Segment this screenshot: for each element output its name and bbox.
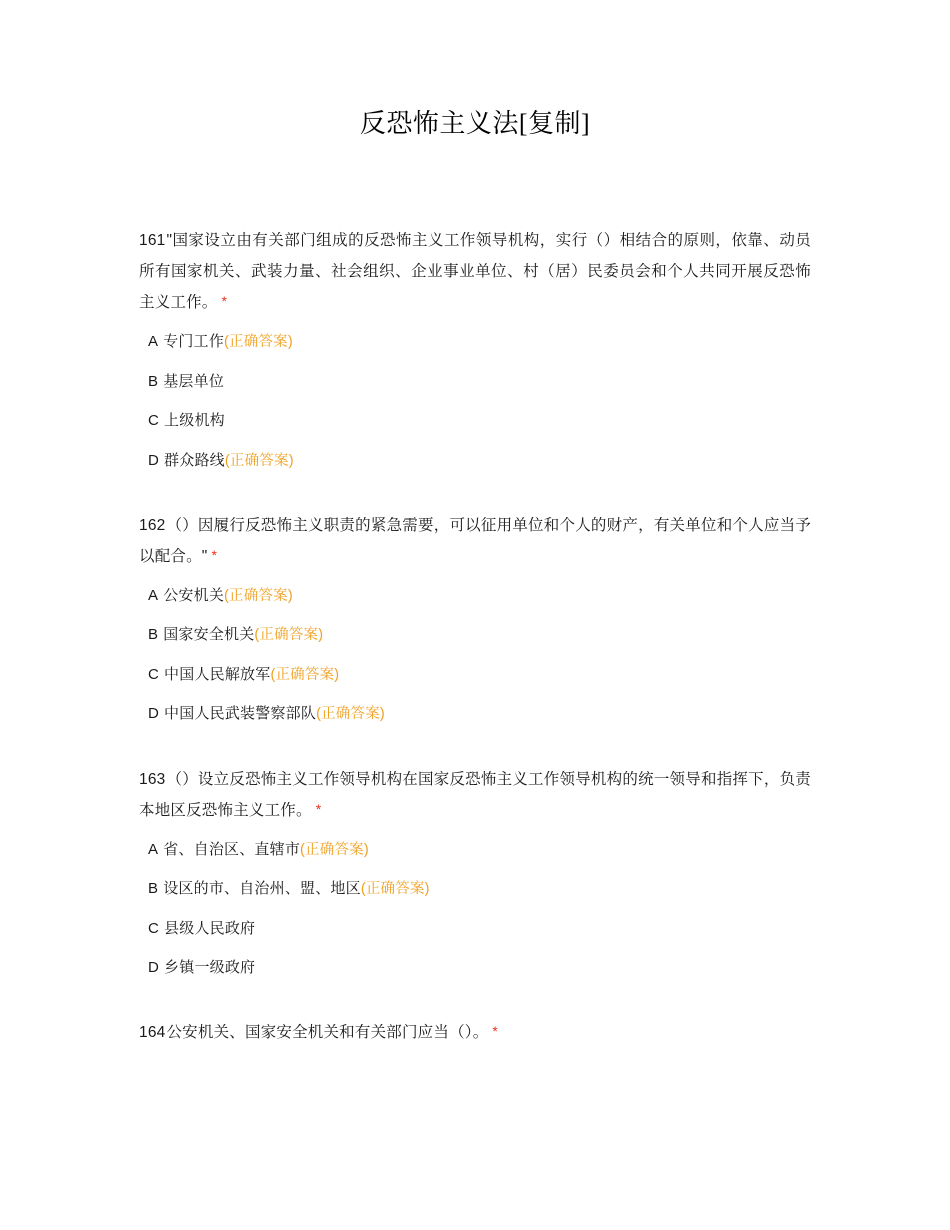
option-text: 设区的市、自治州、盟、地区 — [163, 880, 361, 898]
required-marker: * — [221, 293, 228, 310]
option-item[interactable] — [139, 655, 811, 694]
question-item — [139, 764, 811, 988]
option-text: 基层单位 — [163, 372, 225, 390]
question-stem — [139, 1017, 811, 1048]
required-marker: * — [315, 800, 322, 817]
question-number: 162 — [139, 516, 166, 534]
spacer — [139, 1001, 811, 1017]
option-text: 专门工作 — [163, 333, 225, 351]
option-letter: D — [148, 451, 160, 469]
question-stem — [139, 225, 811, 318]
option-letter: D — [148, 959, 160, 976]
question-number: 164 — [139, 1024, 166, 1042]
option-item[interactable] — [139, 576, 811, 615]
required-marker: * — [492, 1023, 499, 1040]
required-marker: * — [211, 546, 218, 563]
option-text: 上级机构 — [164, 412, 225, 430]
question-item — [139, 1017, 811, 1048]
option-item[interactable] — [139, 830, 811, 869]
page-title: 反恐怖主义法[复制] — [359, 109, 591, 138]
correct-answer-tag: (正确答案) — [224, 334, 293, 351]
option-text: 县级人民政府 — [164, 919, 256, 937]
correct-answer-tag: (正确答案) — [360, 881, 430, 898]
question-item — [139, 225, 811, 480]
option-list — [139, 830, 811, 988]
question-stem — [139, 510, 811, 572]
option-letter: A — [148, 586, 159, 604]
correct-answer-tag: (正确答案) — [316, 706, 385, 723]
option-text: 乡镇一级政府 — [164, 959, 256, 976]
option-letter: C — [148, 919, 160, 937]
option-item[interactable] — [139, 869, 811, 908]
question-item — [139, 510, 811, 734]
option-item[interactable] — [139, 362, 811, 401]
question-text: 公安机关、国家安全机关和有关部门应当（）。 — [166, 1024, 489, 1042]
option-letter: B — [148, 626, 159, 644]
question-number: 163 — [139, 770, 166, 788]
correct-answer-tag: (正确答案) — [224, 452, 294, 469]
spacer — [139, 494, 811, 510]
option-letter: C — [148, 665, 160, 683]
correct-answer-tag: (正确答案) — [270, 666, 340, 683]
option-item[interactable] — [139, 615, 811, 654]
question-text: （）因履行反恐怖主义职责的紧急需要，可以征用单位和个人的财产，有关单位和个人应当予以配合。" — [139, 516, 811, 565]
option-text: 公安机关 — [163, 586, 225, 604]
option-text: 国家安全机关 — [163, 626, 255, 644]
question-text: "国家设立由有关部门组成的反恐怖主义工作领导机构，实行（）相结合的原则，依靠、动员所有国家机关、武装力量、社会组织、企业事业单位、村（居）民委员会和个人共同开展反恐怖主义工作。 — [139, 232, 811, 312]
question-stem — [139, 764, 811, 826]
option-letter: D — [148, 705, 160, 723]
option-list — [139, 322, 811, 480]
option-item[interactable] — [139, 322, 811, 361]
option-letter: A — [148, 333, 159, 351]
spacer — [139, 748, 811, 764]
option-text: 中国人民解放军 — [164, 665, 271, 683]
option-item[interactable] — [139, 401, 811, 440]
option-item[interactable] — [139, 441, 811, 480]
correct-answer-tag: (正确答案) — [224, 587, 293, 604]
option-text: 中国人民武装警察部队 — [164, 705, 317, 723]
option-item[interactable] — [139, 948, 811, 987]
correct-answer-tag: (正确答案) — [300, 841, 369, 858]
question-text: （）设立反恐怖主义工作领导机构在国家反恐怖主义工作领导机构的统一领导和指挥下，负责本地区反恐怖主义工作。 — [139, 770, 811, 819]
correct-answer-tag: (正确答案) — [254, 627, 324, 644]
option-letter: C — [148, 412, 160, 430]
option-item[interactable] — [139, 694, 811, 733]
option-list — [139, 576, 811, 734]
option-text: 省、自治区、直辖市 — [163, 840, 301, 858]
option-text: 群众路线 — [164, 451, 225, 469]
option-letter: A — [148, 840, 159, 858]
question-list — [139, 225, 811, 1048]
question-number: 161 — [139, 232, 166, 250]
option-item[interactable] — [139, 909, 811, 948]
option-letter: B — [148, 372, 159, 390]
option-letter: B — [148, 880, 159, 898]
